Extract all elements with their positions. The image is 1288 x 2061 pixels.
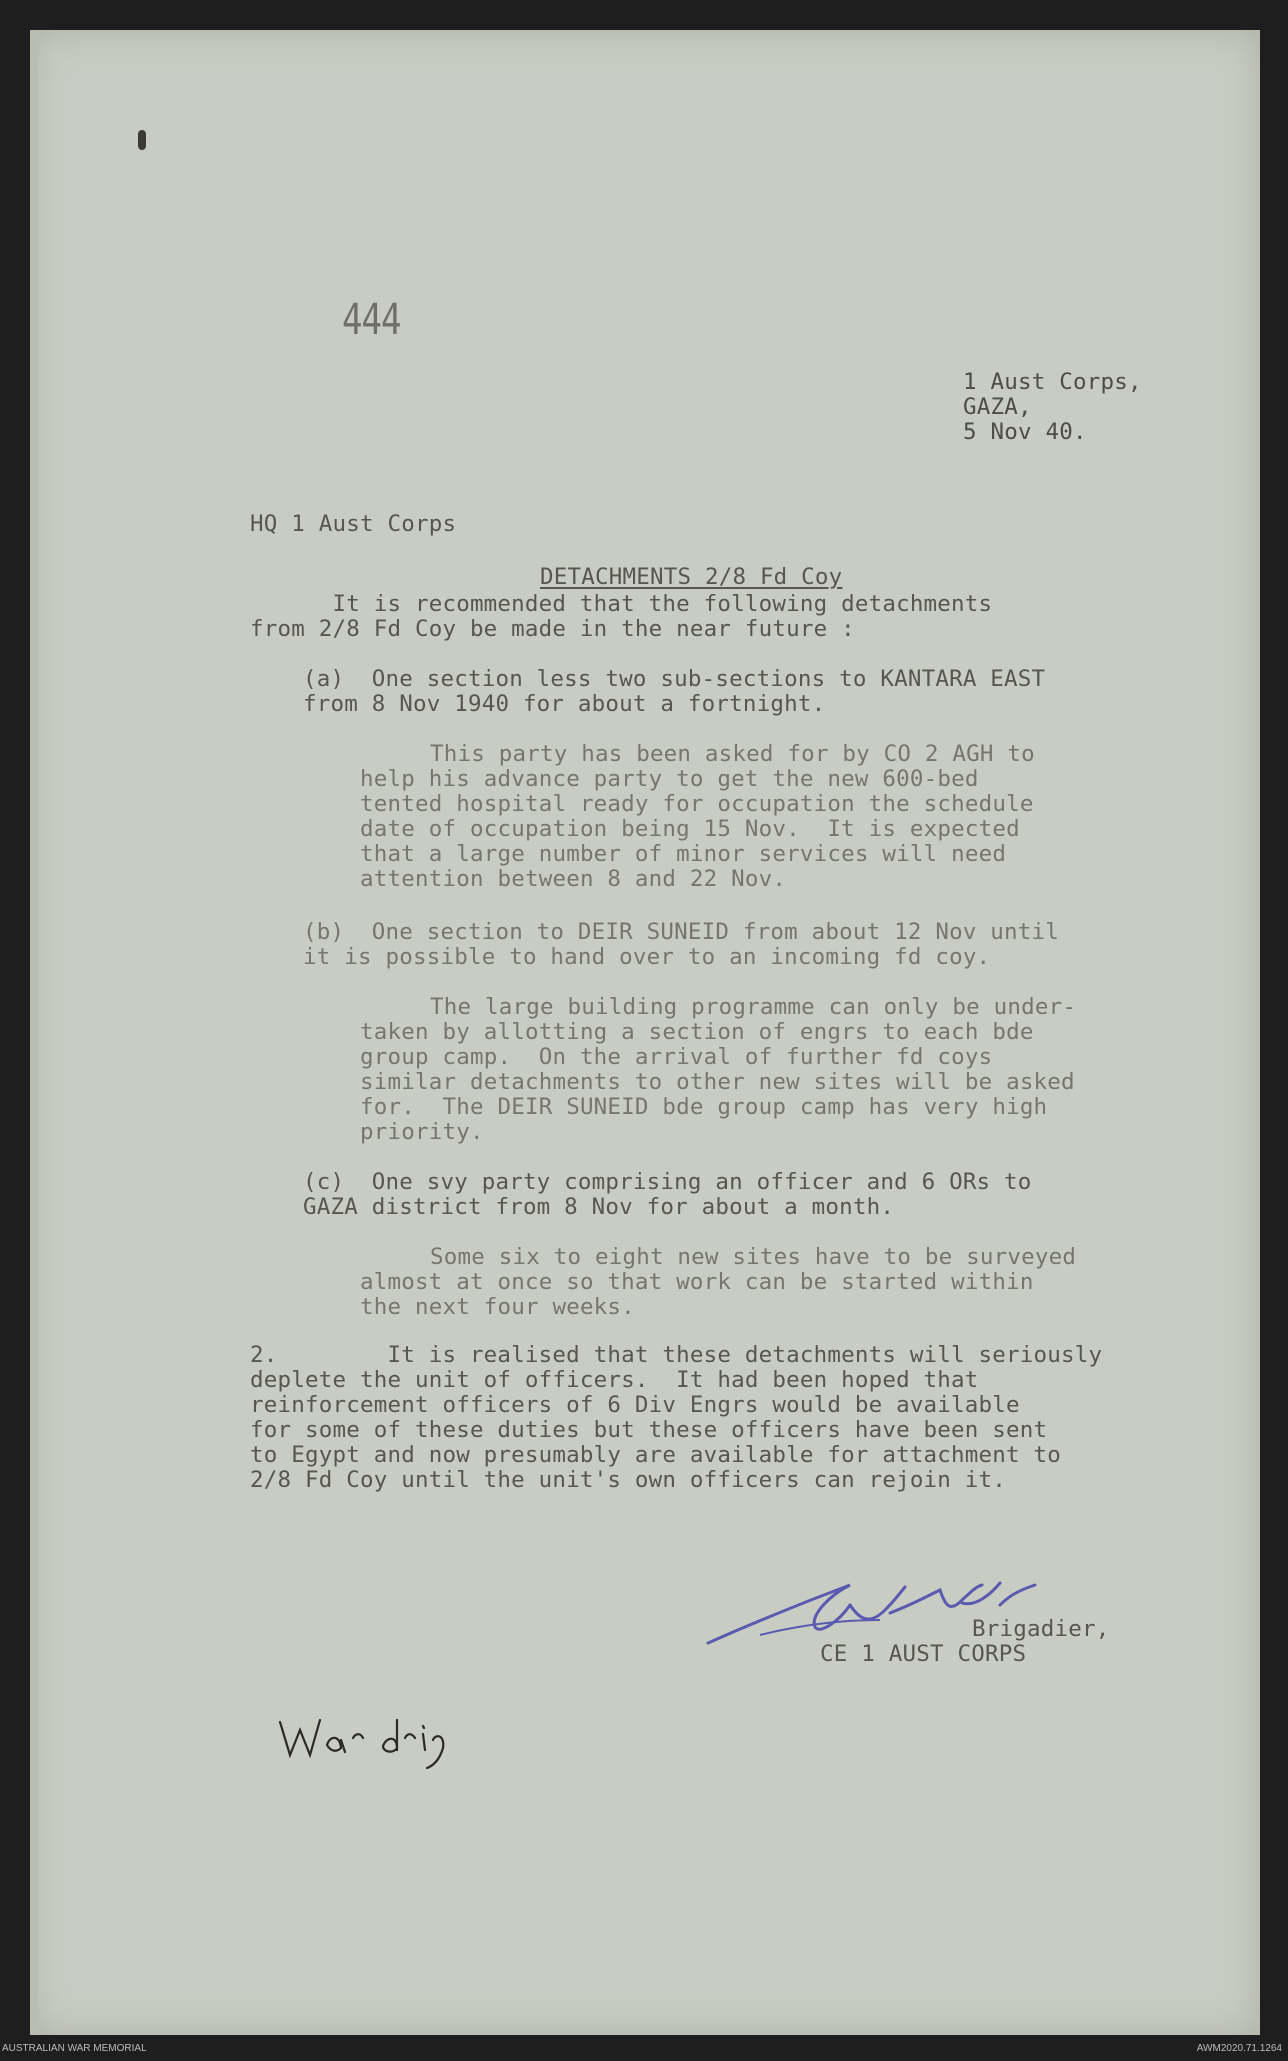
para-a-note-line-1: This party has been asked for by CO 2 AGH to bbox=[430, 741, 1035, 767]
para-2-line-1: 2. It is realised that these detachments will seriously bbox=[250, 1342, 1103, 1368]
para-a-line-1: (a) One section less two sub-sections to KANTARA EAST bbox=[303, 666, 1046, 692]
para-a-note-line-3: tented hospital ready for occupation the schedule bbox=[360, 791, 1034, 817]
para-b-line-2: it is possible to hand over to an incoming fd coy. bbox=[303, 944, 991, 970]
para-a-note-line-5: that a large number of minor services will need bbox=[360, 841, 1007, 867]
address-line-1: 1 Aust Corps, bbox=[963, 369, 1142, 395]
footer-left: AUSTRALIAN WAR MEMORIAL bbox=[2, 2043, 147, 2054]
signature-unit: CE 1 AUST CORPS bbox=[820, 1641, 1027, 1667]
document-page bbox=[30, 30, 1260, 2035]
para-c-line-2: GAZA district from 8 Nov for about a month. bbox=[303, 1194, 895, 1220]
para-c-note-line-1: Some six to eight new sites have to be surveyed bbox=[430, 1244, 1077, 1270]
para-b-note-line-5: for. The DEIR SUNEID bde group camp has very high bbox=[360, 1094, 1048, 1120]
para-a-note-line-2: help his advance party to get the new 600-bed bbox=[360, 766, 979, 792]
para-a-line-2: from 8 Nov 1940 for about a fortnight. bbox=[303, 691, 826, 717]
para-c-note-line-3: the next four weeks. bbox=[360, 1294, 635, 1320]
para-a-note-line-4: date of occupation being 15 Nov. It is expected bbox=[360, 816, 1020, 842]
para-c-line-1: (c) One svy party comprising an officer and 6 ORs to bbox=[303, 1169, 1032, 1195]
page-edge bbox=[30, 30, 38, 2035]
para-2-line-3: reinforcement officers of 6 Div Engrs would be available bbox=[250, 1392, 1020, 1418]
para-b-note-line-6: priority. bbox=[360, 1119, 484, 1145]
recipient: HQ 1 Aust Corps bbox=[250, 511, 457, 537]
reference-number: 444 bbox=[342, 295, 401, 345]
para-2-line-2: deplete the unit of officers. It had been hoped that bbox=[250, 1367, 979, 1393]
intro-line-1: It is recommended that the following detachments bbox=[250, 591, 993, 617]
para-b-line-1: (b) One section to DEIR SUNEID from about 12 Nov until bbox=[303, 919, 1060, 945]
address-line-3: 5 Nov 40. bbox=[963, 419, 1087, 445]
para-2-line-6: 2/8 Fd Coy until the unit's own officers can rejoin it. bbox=[250, 1467, 1007, 1493]
para-2-line-5: to Egypt and now presumably are available for attachment to bbox=[250, 1442, 1062, 1468]
para-b-note-line-4: similar detachments to other new sites will be asked bbox=[360, 1069, 1075, 1095]
para-c-note-line-2: almost at once so that work can be started within bbox=[360, 1269, 1034, 1295]
para-b-note-line-2: taken by allotting a section of engrs to each bde bbox=[360, 1019, 1034, 1045]
subject-heading: DETACHMENTS 2/8 Fd Coy bbox=[540, 564, 843, 590]
handwritten-war-diary bbox=[275, 1710, 465, 1770]
para-b-note-line-3: group camp. On the arrival of further fd coys bbox=[360, 1044, 993, 1070]
punch-hole bbox=[138, 130, 146, 150]
footer-right: AWM2020.71.1264 bbox=[1196, 2043, 1282, 2054]
para-2-line-4: for some of these duties but these officers have been sent bbox=[250, 1417, 1048, 1443]
handwritten-note-text: War diary bbox=[275, 1710, 281, 1711]
para-a-note-line-6: attention between 8 and 22 Nov. bbox=[360, 866, 787, 892]
para-b-note-line-1: The large building programme can only be under- bbox=[430, 994, 1077, 1020]
address-line-2: GAZA, bbox=[963, 394, 1032, 420]
intro-line-2: from 2/8 Fd Coy be made in the near future : bbox=[250, 616, 855, 642]
signature-title: Brigadier, bbox=[972, 1616, 1110, 1642]
